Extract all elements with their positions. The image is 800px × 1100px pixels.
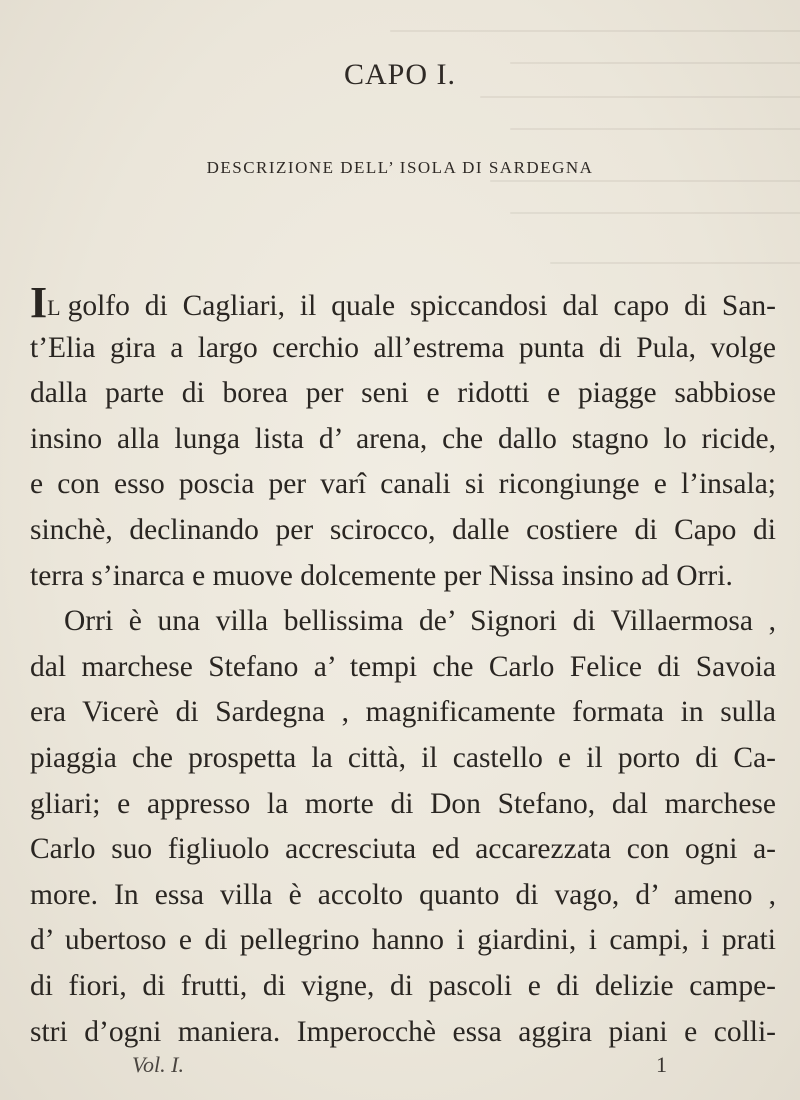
- text-line-first: [30, 280, 776, 326]
- bleed-through-texture: [0, 0, 800, 280]
- text-line-paragraph-start: Orri è una villa bellissima de’ Signori di Villaermosa ,: [64, 605, 776, 638]
- text-line: sinchè, declinando per scirocco, dalle costiere di Capo di: [30, 513, 776, 546]
- text-line: t’Elia gira a largo cerchio all’estrema punta di Pula, volge: [30, 331, 776, 364]
- text-line: dal marchese Stefano a’ tempi che Carlo Felice di Savoia: [30, 650, 776, 683]
- text-line: dalla parte di borea per seni e ridotti e piagge sabbiose: [30, 377, 776, 410]
- small-caps-letter: L: [47, 295, 62, 320]
- text-line: gliari; e appresso la morte di Don Stefano, dal marchese: [30, 787, 776, 820]
- text-line: more. In essa villa è accolto quanto di vago, d’ ameno ,: [30, 878, 776, 911]
- page-number: 1: [656, 1052, 667, 1077]
- body-text: [30, 280, 776, 1055]
- text-line: piaggia che prospetta la città, il castello e il porto di Ca-: [30, 741, 776, 774]
- text-line: insino alla lunga lista d’ arena, che dallo stagno lo ricide,: [30, 422, 776, 455]
- text-line: era Vicerè di Sardegna , magnificamente formata in sulla: [30, 696, 776, 729]
- footer-volume: Vol. I.: [132, 1052, 184, 1077]
- text-line: Carlo suo figliuolo accresciuta ed accarezzata con ogni a-: [30, 833, 776, 866]
- text-line: e con esso poscia per varî canali si ricongiunge e l’insala;: [30, 468, 776, 501]
- text-line: terra s’inarca e muove dolcemente per Nissa insino ad Orri.: [30, 559, 733, 592]
- text-line: stri d’ogni maniera. Imperocchè essa aggira piani e colli-: [30, 1015, 776, 1048]
- first-line-text: golfo di Cagliari, il quale spiccandosi dal capo di San-: [67, 290, 776, 322]
- drop-cap: I: [30, 278, 48, 327]
- chapter-title: CAPO I.: [343, 58, 456, 91]
- text-line: d’ ubertoso e di pellegrino hanno i giardini, i campi, i prati: [30, 924, 776, 957]
- section-title: DESCRIZIONE DELL’ ISOLA DI SARDEGNA: [206, 158, 594, 177]
- text-line: di fiori, di frutti, di vigne, di pascoli e di delizie campe-: [30, 969, 776, 1002]
